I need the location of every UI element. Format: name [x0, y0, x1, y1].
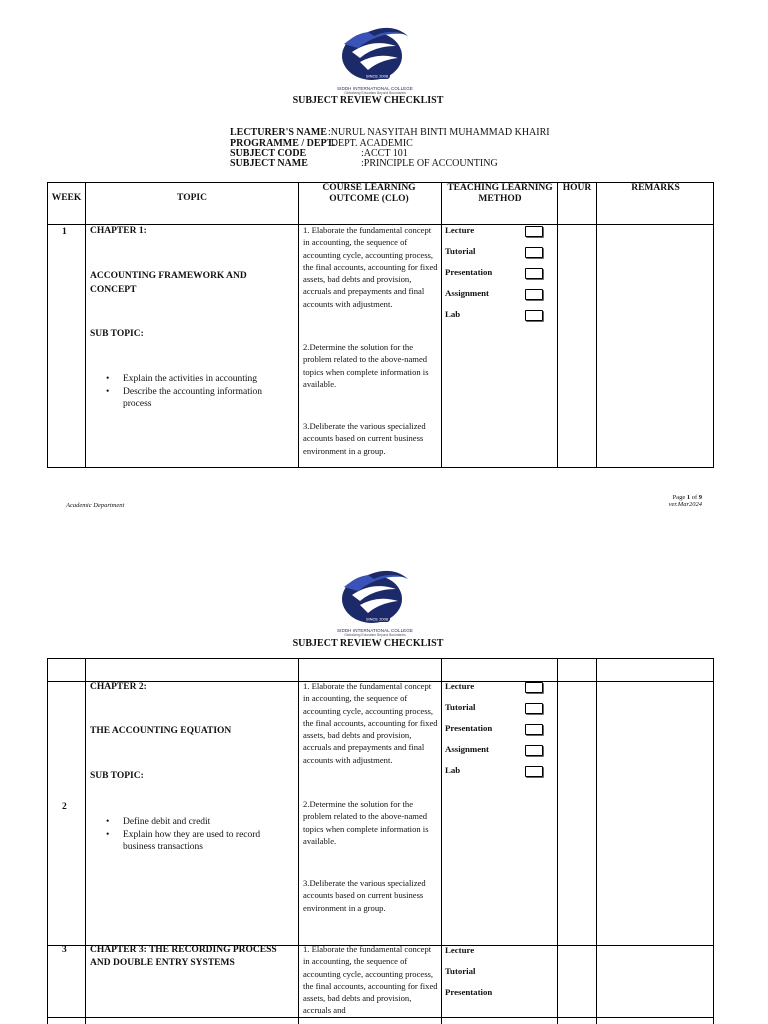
method-label: Lab — [445, 309, 461, 319]
clo-item: 2.Determine the solution for the problem related to the above-named topics when complete information is available. — [303, 799, 429, 846]
week-number: 1 — [62, 227, 67, 237]
subject-name-label: SUBJECT NAME — [230, 158, 308, 169]
week-number: 2 — [62, 802, 67, 812]
assignment-checkbox[interactable] — [525, 745, 543, 756]
method-label: Tutorial — [445, 702, 476, 712]
clo-item: 3.Deliberate the various specialized accounts based on current business environment in a group. — [303, 421, 426, 456]
tutorial-checkbox[interactable] — [525, 247, 543, 258]
method-list — [441, 945, 557, 1015]
list-item: • Define debit and credit — [106, 817, 211, 827]
college-name: SIDDH INTERNATIONAL COLLEGE — [337, 628, 413, 633]
header-week: WEEK — [51, 193, 82, 203]
method-label: Presentation — [445, 723, 493, 733]
footer-department: Academic Department — [66, 502, 125, 509]
lecture-checkbox[interactable] — [525, 226, 543, 237]
lecture-checkbox[interactable] — [525, 682, 543, 693]
method-label: Assignment — [445, 288, 489, 298]
footer-page-info: Page 1 of 9 ver.Mar2024 — [600, 494, 702, 508]
footer-version: ver.Mar2024 — [668, 501, 702, 508]
chapter-title: THE ACCOUNTING EQUATION — [90, 726, 232, 736]
programme-label: PROGRAMME / DEPT. — [230, 138, 336, 149]
college-tagline: Globalizing Education Beyond Boundaries — [344, 633, 406, 637]
sub-topic-label: SUB TOPIC: — [90, 771, 144, 781]
logo-since-text: SINCE 2008 — [365, 616, 389, 622]
lecturer-value: :NURUL NASYITAH BINTI MUHAMMAD KHAIRI — [328, 127, 550, 138]
college-logo — [338, 26, 410, 84]
method-label: Lecture — [445, 225, 475, 235]
method-list — [441, 224, 557, 334]
method-label: Assignment — [445, 744, 489, 754]
checklist-table-page-2 — [47, 658, 714, 1024]
subject-code-label: SUBJECT CODE — [230, 148, 307, 159]
method-label: Tutorial — [445, 246, 476, 256]
sub-topic-label: SUB TOPIC: — [90, 329, 144, 339]
method-label: Lecture — [445, 945, 475, 955]
programme-value: :DEPT. ACADEMIC — [328, 138, 413, 149]
clo-item: 1. Elaborate the fundamental concept in accounting, the sequence of accounting cycle, accounting process, the final accounts, accounting for fixed assets, bad debts and provision, accruals and prepayments and final accounts with adjustment. — [303, 681, 438, 765]
method-label: Tutorial — [445, 966, 476, 976]
subject-code-value: :ACCT 101 — [361, 148, 408, 159]
header-remarks: REMARKS — [631, 183, 680, 193]
header-topic: TOPIC — [177, 193, 207, 203]
presentation-checkbox[interactable] — [525, 268, 543, 279]
week-number: 3 — [62, 945, 67, 955]
method-label: Presentation — [445, 987, 493, 997]
tutorial-checkbox[interactable] — [525, 703, 543, 714]
chapter-title: ACCOUNTING FRAMEWORK AND CONCEPT — [90, 271, 247, 295]
assignment-checkbox[interactable] — [525, 289, 543, 300]
clo-item: 1. Elaborate the fundamental concept in accounting, the sequence of accounting cycle, accounting process, the final accounts, accounting for fixed assets, bad debts and provision, accruals and — [303, 944, 438, 1016]
college-logo — [338, 569, 410, 627]
subtopic-list — [90, 373, 290, 411]
checklist-table-page-1 — [47, 182, 714, 468]
document-title: SUBJECT REVIEW CHECKLIST — [292, 95, 444, 106]
college-name: SIDDH INTERNATIONAL COLLEGE — [337, 86, 413, 91]
chapter-label: CHAPTER 2: — [90, 682, 147, 692]
method-label: Lecture — [445, 681, 475, 691]
chapter-label: CHAPTER 3: THE RECORDING PROCESS AND DOUBLE ENTRY SYSTEMS — [90, 945, 277, 968]
logo-since-text: SINCE 2008 — [365, 73, 389, 79]
method-list — [441, 681, 557, 791]
clo-item: 2.Determine the solution for the problem related to the above-named topics when complete information is available. — [303, 342, 429, 389]
header-method: TEACHING LEARNING METHOD — [447, 183, 553, 204]
presentation-checkbox[interactable] — [525, 724, 543, 735]
lecturer-label: LECTURER'S NAME — [230, 127, 327, 138]
header-clo: COURSE LEARNING OUTCOME (CLO) — [322, 183, 416, 204]
list-item: • Describe the accounting information process — [106, 386, 263, 409]
chapter-label: CHAPTER 1: — [90, 226, 147, 236]
method-label: Lab — [445, 765, 461, 775]
header-hour: HOUR — [562, 183, 592, 193]
method-label: Presentation — [445, 267, 493, 277]
clo-item: 3.Deliberate the various specialized accounts based on current business environment in a group. — [303, 878, 426, 913]
college-tagline: Globalizing Education Beyond Boundaries — [344, 91, 406, 95]
list-item: • Explain how they are used to record business transactions — [106, 829, 261, 852]
document-title: SUBJECT REVIEW CHECKLIST — [292, 638, 444, 649]
subtopic-list — [90, 816, 290, 854]
list-item: • Explain the activities in accounting — [106, 374, 258, 384]
subject-name-value: :PRINCIPLE OF ACCOUNTING — [361, 158, 498, 169]
lab-checkbox[interactable] — [525, 766, 543, 777]
clo-item: 1. Elaborate the fundamental concept in accounting, the sequence of accounting cycle, accounting process, the final accounts, accounting for fixed assets, bad debts and provision, accruals and prepayments and final accounts with adjustment. — [303, 225, 438, 309]
lab-checkbox[interactable] — [525, 310, 543, 321]
